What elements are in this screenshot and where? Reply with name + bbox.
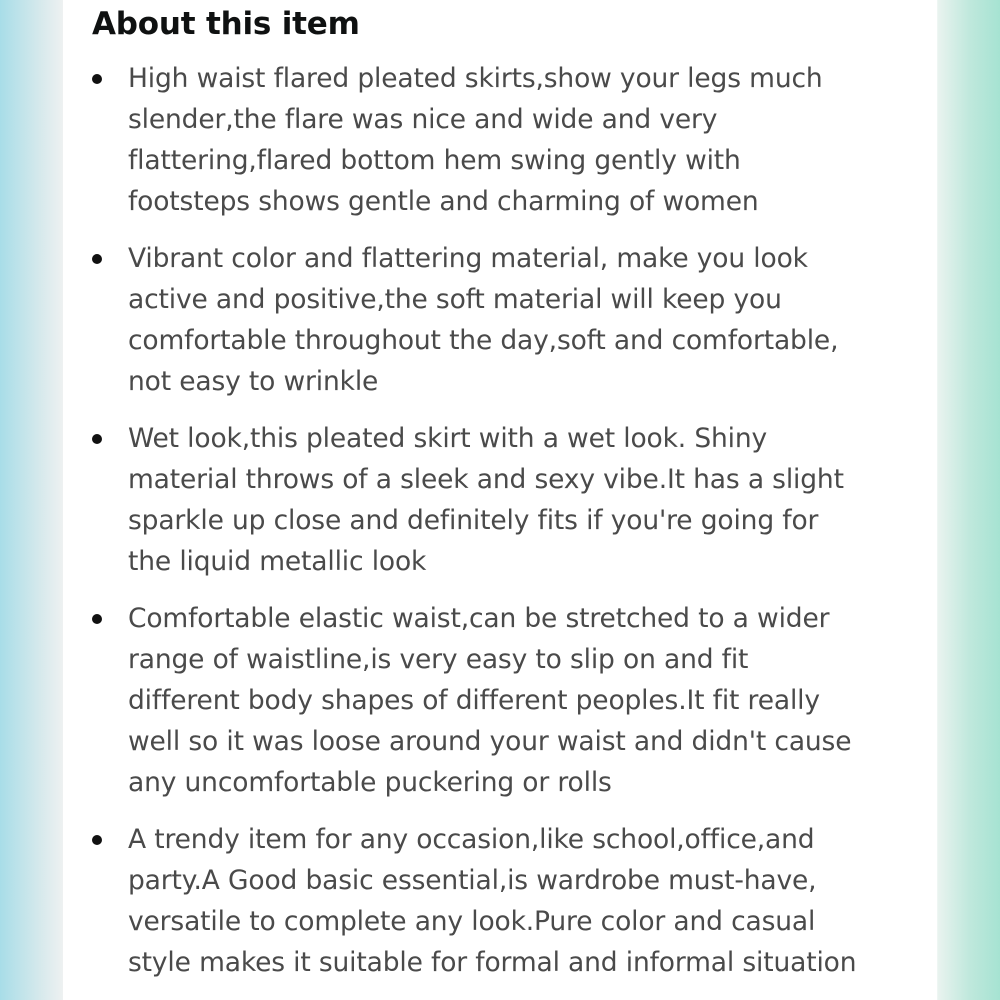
bullet-line: comfortable throughout the day,soft and comfortable, <box>128 325 839 356</box>
feature-bullet <box>63 58 937 222</box>
bullet-line: slender,the flare was nice and wide and very <box>128 104 718 135</box>
bullet-dot-icon <box>92 614 102 624</box>
bullet-line: well so it was loose around your waist and didn't cause <box>128 726 852 757</box>
bullet-line: sparkle up close and definitely fits if you're going for <box>128 505 819 536</box>
feature-bullet <box>63 819 937 983</box>
feature-bullet <box>63 418 937 582</box>
bullet-line: flattering,flared bottom hem swing gently with <box>128 145 741 176</box>
bullet-line: Comfortable elastic waist,can be stretched to a wider <box>128 603 830 634</box>
bullet-dot-icon <box>92 74 102 84</box>
bullet-line: Vibrant color and flattering material, make you look <box>128 243 808 274</box>
bullet-dot-icon <box>92 254 102 264</box>
bullet-line: the liquid metallic look <box>128 546 427 577</box>
bullet-line: A trendy item for any occasion,like school,office,and <box>128 824 815 855</box>
bullet-line: range of waistline,is very easy to slip on and fit <box>128 644 749 675</box>
bullet-line: versatile to complete any look.Pure color and casual <box>128 906 816 937</box>
bullet-line: footsteps shows gentle and charming of women <box>128 186 759 217</box>
about-item-card <box>63 0 937 1000</box>
bullet-line: active and positive,the soft material will keep you <box>128 284 782 315</box>
bullet-line: Wet look,this pleated skirt with a wet look. Shiny <box>128 423 768 454</box>
feature-bullet-list <box>63 58 937 999</box>
bullet-line: material throws of a sleek and sexy vibe.It has a slight <box>128 464 844 495</box>
bullet-dot-icon <box>92 434 102 444</box>
bullet-dot-icon <box>92 835 102 845</box>
section-title: About this item <box>92 6 360 42</box>
feature-bullet <box>63 238 937 402</box>
bullet-line: High waist flared pleated skirts,show your legs much <box>128 63 823 94</box>
bullet-line: not easy to wrinkle <box>128 366 379 397</box>
bullet-line: any uncomfortable puckering or rolls <box>128 767 612 798</box>
bullet-line: party.A Good basic essential,is wardrobe must-have, <box>128 865 817 896</box>
bullet-line: different body shapes of different peoples.It fit really <box>128 685 820 716</box>
feature-bullet <box>63 598 937 803</box>
bullet-line: style makes it suitable for formal and informal situation <box>128 947 857 978</box>
